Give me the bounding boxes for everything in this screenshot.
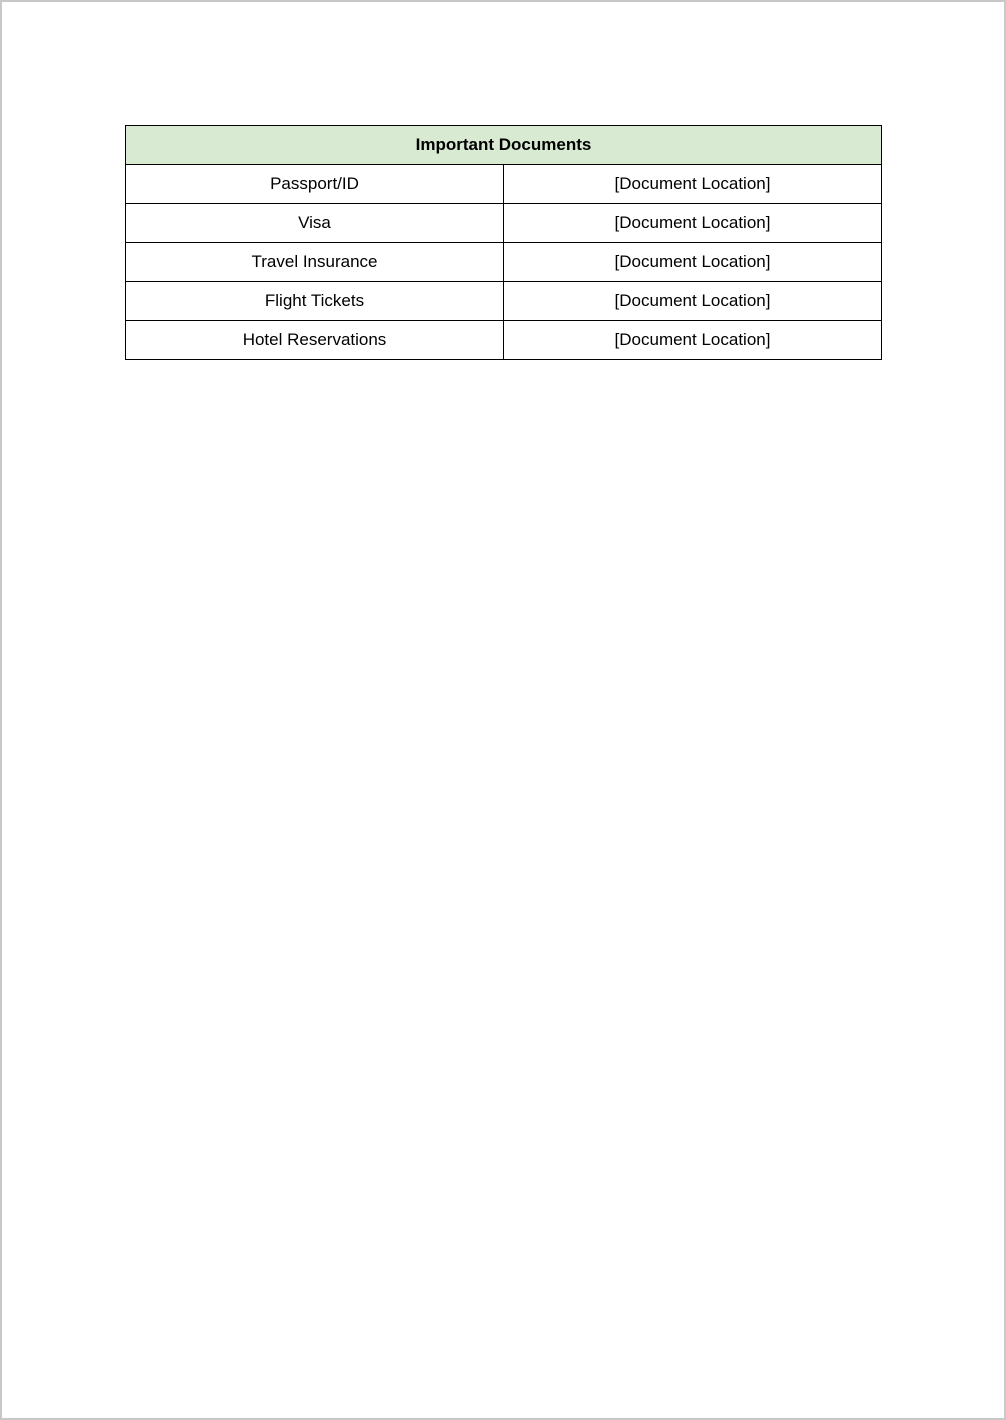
document-location: [Document Location] (504, 243, 882, 282)
important-documents-table (125, 125, 882, 360)
document-location: [Document Location] (504, 204, 882, 243)
document-name: Flight Tickets (126, 282, 504, 321)
document-location: [Document Location] (504, 165, 882, 204)
document-name: Visa (126, 204, 504, 243)
document-name: Hotel Reservations (126, 321, 504, 360)
table-row (126, 321, 882, 360)
document-location: [Document Location] (504, 282, 882, 321)
document-name: Travel Insurance (126, 243, 504, 282)
table-row (126, 165, 882, 204)
table-row (126, 204, 882, 243)
document-location: [Document Location] (504, 321, 882, 360)
table-row (126, 282, 882, 321)
table-row (126, 243, 882, 282)
table-header-row (126, 126, 882, 165)
document-name: Passport/ID (126, 165, 504, 204)
table-title: Important Documents (126, 126, 882, 165)
